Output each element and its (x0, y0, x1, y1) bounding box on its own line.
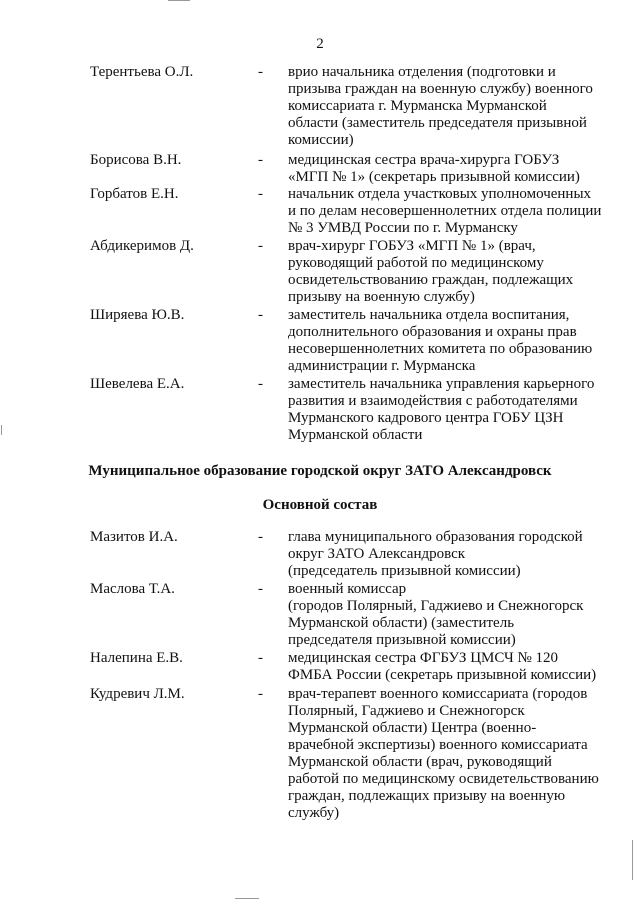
member-dash: - (258, 581, 263, 597)
member-role (288, 307, 618, 375)
role-line: призыва граждан на военную службу) военного (288, 81, 593, 97)
role-line: глава муниципального образования городской (288, 529, 583, 545)
role-line: службу) (288, 805, 340, 821)
member-dash: - (258, 238, 263, 254)
member-name: Шевелева Е.А. (90, 376, 185, 392)
member-name: Терентьева О.Л. (90, 64, 194, 80)
role-line: ФМБА России (секретарь призывной комиссии) (288, 667, 597, 683)
member-dash: - (258, 376, 263, 392)
role-line: и по делам несовершеннолетних отдела полиции (288, 203, 602, 219)
member-dash: - (258, 186, 263, 202)
role-line: округ ЗАТО Александровск (288, 546, 466, 562)
role-line: заместитель начальника отдела воспитания, (288, 307, 570, 323)
section-title: Муниципальное образование городской округ ЗАТО Александровск (88, 463, 552, 479)
role-line: развития и взаимодействия с работодателями (288, 393, 578, 409)
member-role (288, 376, 618, 444)
member-dash: - (258, 686, 263, 702)
member-role (288, 64, 618, 149)
role-line: Мурманской области (врач, руководящий (288, 754, 552, 770)
role-line: призыву на военную службу) (288, 289, 475, 305)
page-number: 2 (316, 36, 324, 52)
role-line: дополнительного образования и охраны прав (288, 324, 577, 340)
member-role (288, 529, 618, 580)
role-line: врио начальника отделения (подготовки и (288, 64, 556, 80)
role-line: руководящий работой по медицинскому (288, 255, 544, 271)
member-dash: - (258, 152, 263, 168)
role-line: Мурманской области) Центра (военно- (288, 720, 537, 736)
role-line: заместитель начальника управления карьерного (288, 376, 595, 392)
scan-edge-mark (235, 898, 259, 899)
member-role (288, 238, 618, 306)
member-role (288, 650, 618, 684)
member-name: Ширяева Ю.В. (90, 307, 185, 323)
role-line: врачебной экспертизы) военного комиссариата (288, 737, 588, 753)
member-name: Мазитов И.А. (90, 529, 178, 545)
member-role (288, 581, 618, 649)
section-subtitle: Основной состав (262, 497, 378, 513)
role-line: несовершеннолетних комитета по образованию (288, 341, 593, 357)
member-name: Налепина Е.В. (90, 650, 183, 666)
role-line: Мурманской области) (заместитель (288, 615, 515, 631)
role-line: Мурманской области (288, 427, 423, 443)
role-line: (председатель призывной комиссии) (288, 563, 521, 579)
member-role (288, 186, 618, 237)
role-line: врач-терапевт военного комиссариата (городов (288, 686, 588, 702)
role-line: (городов Полярный, Гаджиево и Снежногорск (288, 598, 584, 614)
member-role (288, 686, 618, 822)
member-dash: - (258, 307, 263, 323)
role-line: военный комиссар (288, 581, 407, 597)
scan-edge-mark (1, 425, 2, 435)
role-line: граждан, подлежащих призыву на военную (288, 788, 566, 804)
member-dash: - (258, 529, 263, 545)
member-dash: - (258, 650, 263, 666)
role-line: врач-хирург ГОБУЗ «МГП № 1» (врач, (288, 238, 536, 254)
member-role (288, 152, 618, 186)
role-line: № 3 УМВД России по г. Мурманску (288, 220, 518, 236)
scan-edge-mark (632, 840, 633, 880)
role-line: начальник отдела участковых уполномоченных (288, 186, 592, 202)
role-line: комиссариата г. Мурманска Мурманской (288, 98, 547, 114)
role-line: освидетельствованию граждан, подлежащих (288, 272, 574, 288)
member-dash: - (258, 64, 263, 80)
role-line: Мурманского кадрового центра ГОБУ ЦЗН (288, 410, 564, 426)
role-line: администрации г. Мурманска (288, 358, 476, 374)
role-line: «МГП № 1» (секретарь призывной комиссии) (288, 169, 580, 185)
role-line: медицинская сестра ФГБУЗ ЦМСЧ № 120 (288, 650, 559, 666)
member-name: Абдикеримов Д. (90, 238, 194, 254)
member-name: Кудревич Л.М. (90, 686, 185, 702)
scan-edge-mark (168, 0, 190, 1)
role-line: области (заместитель председателя призывной (288, 115, 587, 131)
role-line: медицинская сестра врача-хирурга ГОБУЗ (288, 152, 560, 168)
role-line: работой по медицинскому освидетельствованию (288, 771, 599, 787)
role-line: председателя призывной комиссии) (288, 632, 516, 648)
role-line: Полярный, Гаджиево и Снежногорск (288, 703, 525, 719)
role-line: комиссии) (288, 132, 354, 148)
member-name: Горбатов Е.Н. (90, 186, 179, 202)
member-name: Борисова В.Н. (90, 152, 182, 168)
member-name: Маслова Т.А. (90, 581, 175, 597)
